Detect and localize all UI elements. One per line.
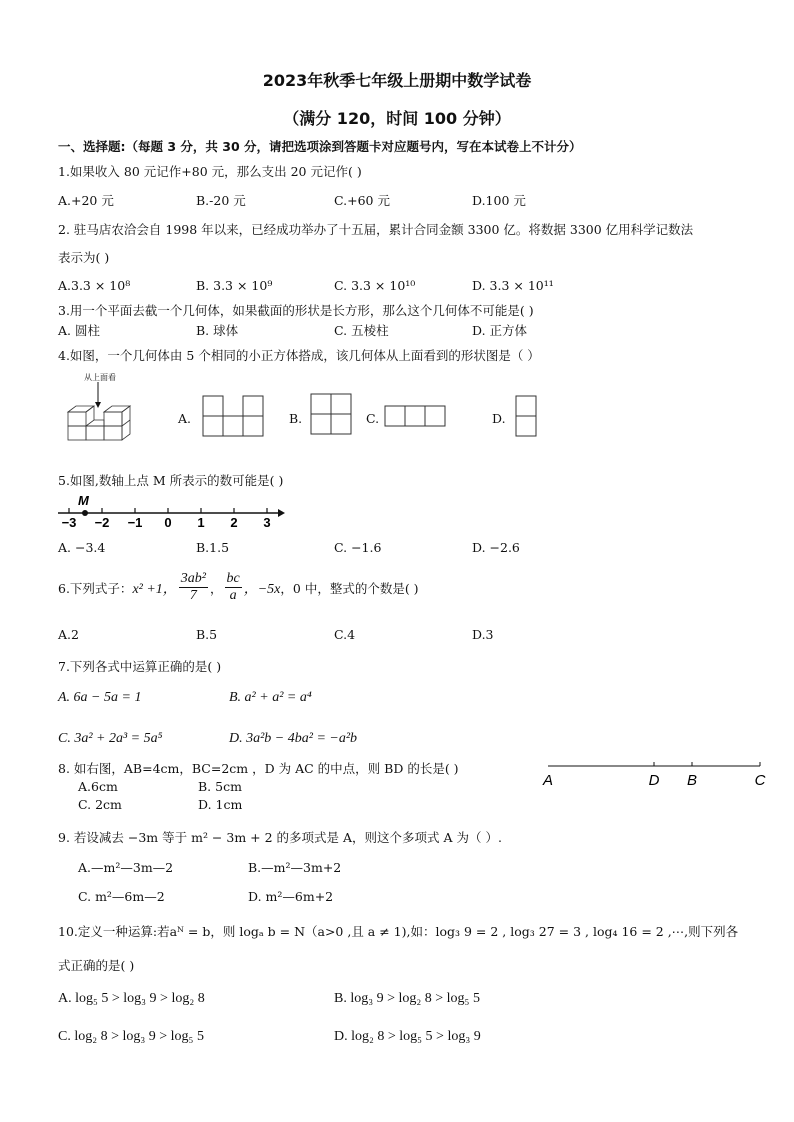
q6-fraction-2: [225, 571, 242, 604]
q10-option-d: D. log₂ 8 > log₅ 5 > log₃ 9: [334, 1029, 481, 1044]
q4-solid-figure: [62, 380, 144, 442]
q7-option-a: A. 6a − 5a = 1: [58, 690, 142, 705]
q5-option-c: C. −1.6: [334, 540, 382, 555]
q6-fraction-1-denominator: 7: [189, 588, 197, 603]
q10-option-b: B. log₃ 9 > log₂ 8 > log₅ 5: [334, 991, 480, 1006]
q8-point-d: D: [648, 772, 660, 789]
q1-option-c: C.+60 元: [334, 193, 390, 208]
q8-option-b: B. 5cm: [198, 779, 242, 794]
question-9-stem: 9. 若设减去 −3m 等于 m² − 3m + 2 的多项式是 A，则这个多项式 A 为（ ）.: [58, 830, 502, 845]
q5-point-label: M: [78, 493, 89, 508]
q2-option-b: B. 3.3 × 10⁹: [196, 278, 273, 293]
q5-number-line: [56, 492, 286, 532]
q6-fraction-1-numerator: 3ab²: [180, 571, 206, 586]
q7-option-c: C. 3a² + 2a³ = 5a⁵: [58, 731, 163, 746]
q5-tick-label: 2: [230, 515, 238, 530]
q8-option-c: C. 2cm: [78, 797, 122, 812]
question-6-stem: 6.下列式子： x² +1， $\frac{\text{3ab²}}{7}$ ， $\frac{bc}{a}$ ，−5x ，0 中，整式的个数是( ): [58, 571, 419, 603]
q5-tick-label: −3: [61, 515, 77, 530]
q6-fraction-1: [179, 571, 208, 604]
q1-option-d: D.100 元: [472, 193, 526, 208]
q6-option-d: D.3: [472, 627, 494, 642]
question-2-stem-line1: 2. 驻马店农洽会自 1998 年以来，已经成功举办了十五届，累计合同金额 3300 亿。将数据 3300 亿用科学记数法: [58, 222, 694, 237]
q5-tick-label: 3: [263, 515, 271, 530]
q4-option-c: C.: [366, 411, 380, 426]
question-1-stem: 1.如果收入 80 元记作+80 元，那么支出 20 元记作( ): [58, 164, 362, 179]
question-2-stem-line2: 表示为( ): [58, 250, 110, 265]
q3-option-b: B. 球体: [196, 323, 239, 338]
page-title: 2023年秋季七年级上册期中数学试卷: [262, 71, 532, 90]
q6-fraction-2-numerator: bc: [226, 571, 240, 586]
q5-tick-label: −1: [127, 515, 143, 530]
q4-option-c-figure: [384, 405, 448, 429]
q5-tick-label: 0: [164, 515, 172, 530]
q6-stem-suffix: ，0 中，整式的个数是( ): [280, 580, 419, 596]
q10-option-a: A. log₅ 5 > log₃ 9 > log₂ 8: [58, 991, 205, 1006]
q3-option-c: C. 五棱柱: [334, 323, 389, 338]
question-10-stem-line2: 式正确的是( ): [58, 958, 135, 973]
q5-point-m: [82, 510, 88, 516]
q5-option-d: D. −2.6: [472, 540, 520, 555]
q5-tick-label: 1: [197, 515, 205, 530]
q6-option-c: C.4: [334, 627, 356, 642]
question-7-stem: 7.下列各式中运算正确的是( ): [58, 659, 222, 674]
q8-point-c: C: [754, 772, 766, 789]
q9-option-a: A.—m²—3m—2: [78, 860, 174, 875]
q6-stem-prefix: 6.下列式子：: [58, 580, 133, 596]
q2-option-d: D. 3.3 × 10¹¹: [472, 278, 554, 293]
q8-point-b: B: [686, 772, 698, 789]
q4-option-d: D.: [492, 411, 506, 426]
q1-option-a: A.+20 元: [58, 193, 114, 208]
q2-option-c: C. 3.3 × 10¹⁰: [334, 278, 416, 293]
q4-option-a-figure: [202, 395, 266, 437]
q7-option-b: B. a² + a² = a⁴: [229, 690, 312, 705]
q7-option-d: D. 3a²b − 4ba² = −a²b: [229, 731, 358, 746]
q5-tick-label: −2: [94, 515, 110, 530]
q2-option-a: A.3.3 × 10⁸: [58, 278, 131, 293]
q10-option-c: C. log₂ 8 > log₃ 9 > log₅ 5: [58, 1029, 204, 1044]
q5-option-b: B.1.5: [196, 540, 230, 555]
q4-option-a: A.: [178, 411, 192, 426]
question-4-stem: 4.如图，一个几何体由 5 个相同的小正方体搭成，该几何体从上面看到的形状图是（ ）: [58, 348, 540, 363]
q8-segment-diagram: [538, 758, 774, 790]
question-10-stem-line1: 10.定义一种运算:若aᴺ = b，则 logₐ b = N（a>0 ,且 a ≠ 1),如：log₃ 9 = 2 , log₃ 27 = 3 , log₄ 16 = 2 ,⋯,则下列各: [58, 924, 739, 939]
q4-option-b: B.: [289, 411, 303, 426]
question-5-stem: 5.如图,数轴上点 M 所表示的数可能是( ): [58, 473, 284, 488]
section-heading: 一、选择题:（每题 3 分，共 30 分，请把选项涂到答题卡对应题号内，写在本试卷上不计分）: [58, 139, 582, 154]
q4-option-b-figure: [310, 393, 354, 435]
page-subtitle: （满分 120，时间 100 分钟）: [283, 109, 511, 128]
q5-option-a: A. −3.4: [58, 540, 106, 555]
q6-option-b: B.5: [196, 627, 218, 642]
q6-fraction-2-denominator: a: [229, 588, 237, 603]
question-3-stem: 3.用一个平面去截一个几何体，如果截面的形状是长方形，那么这个几何体不可能是( ): [58, 303, 534, 318]
q8-point-a: A: [542, 772, 554, 789]
q3-option-d: D. 正方体: [472, 323, 528, 338]
q9-option-b: B.—m²—3m+2: [248, 860, 342, 875]
q6-expr-1: x² +1，: [132, 581, 177, 597]
q9-option-d: D. m²—6m+2: [248, 889, 334, 904]
q9-option-c: C. m²—6m—2: [78, 889, 165, 904]
q6-expr-2: ，−5x: [243, 581, 281, 597]
q4-view-label: 从上面看: [84, 373, 116, 382]
q1-option-b: B.-20 元: [196, 193, 246, 208]
question-8-stem: 8. 如右图，AB=4cm，BC=2cm ，D 为 AC 的中点，则 BD 的长是( ): [58, 761, 459, 776]
q3-option-a: A. 圆柱: [58, 323, 100, 338]
q6-option-a: A.2: [58, 627, 79, 642]
q8-option-a: A.6cm: [78, 779, 118, 794]
q8-option-d: D. 1cm: [198, 797, 243, 812]
q4-option-d-figure: [515, 395, 539, 437]
